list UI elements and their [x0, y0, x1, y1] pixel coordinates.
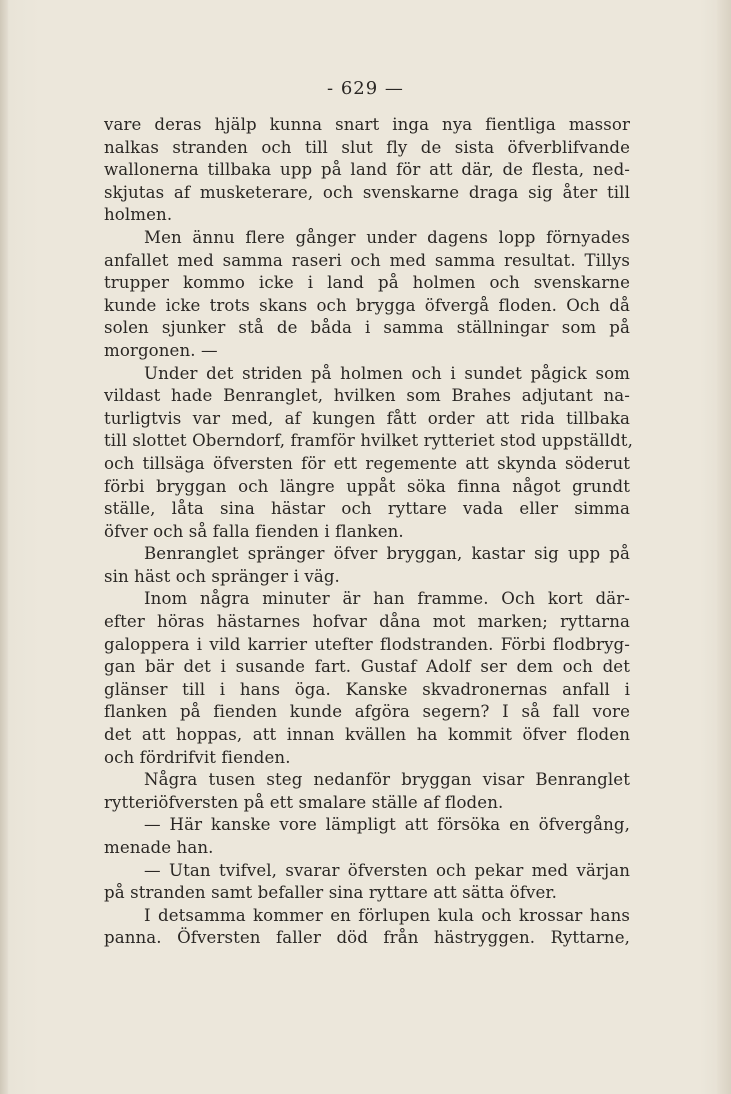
text-line: solen sjunker stå de båda i samma ställningar som på	[104, 318, 630, 338]
text-line: anfallet med samma raseri och med samma resultat. Tillys	[104, 250, 630, 270]
body-text	[104, 114, 633, 950]
text-line: Inom några minuter är han framme. Och kort där-	[144, 589, 630, 609]
text-line: Men ännu flere gånger under dagens lopp förnyades	[144, 227, 630, 247]
text-line: trupper kommo icke i land på holmen och svenskarne	[104, 273, 630, 293]
text-line: holmen.	[104, 205, 173, 225]
text-line: galoppera i vild karrier utefter flodstranden. Förbi flodbryg-	[104, 634, 630, 654]
text-line: skjutas af musketerare, och svenskarne draga sig åter till	[104, 182, 630, 202]
text-line: sin häst och spränger i väg.	[104, 566, 340, 586]
text-line: Benranglet spränger öfver bryggan, kastar sig upp på	[144, 544, 630, 564]
text-line: och tillsäga öfversten för ett regemente att skynda söderut	[104, 453, 630, 473]
text-line: ställe, låta sina hästar och ryttare vada eller simma	[104, 499, 630, 519]
text-line: flanken på fienden kunde afgöra segern? I så fall vore	[104, 702, 630, 722]
text-line: öfver och så falla fienden i flanken.	[104, 521, 404, 541]
text-line: glänser till i hans öga. Kanske skvadronernas anfall i	[104, 679, 630, 699]
text-line: I detsamma kommer en förlupen kula och krossar hans	[144, 905, 630, 925]
text-line: morgonen. —	[104, 340, 218, 360]
text-line: panna. Öfversten faller död från hästryggen. Ryttarne,	[104, 928, 630, 948]
text-line: gan bär det i susande fart. Gustaf Adolf ser dem och det	[104, 657, 630, 677]
text-line: vildast hade Benranglet, hvilken som Brahes adjutant na-	[104, 386, 630, 406]
text-line: — Här kanske vore lämpligt att försöka en öfvergång,	[144, 815, 630, 835]
text-line: rytteriöfversten på ett smalare ställe af floden.	[104, 792, 504, 812]
text-line: — Utan tvifvel, svarar öfversten och pekar med värjan	[144, 860, 630, 880]
page-number: - 629 —	[327, 78, 404, 99]
text-line: wallonerna tillbaka upp på land för att där, de flesta, ned-	[104, 160, 630, 180]
text-line: vare deras hjälp kunna snart inga nya fientliga massor	[104, 115, 630, 134]
text-line: och fördrifvit fienden.	[104, 747, 291, 767]
text-line: nalkas stranden och till slut fly de sista öfverblifvande	[104, 137, 630, 157]
text-line: på stranden samt befaller sina ryttare att sätta öfver.	[104, 883, 557, 903]
text-line: Några tusen steg nedanför bryggan visar Benranglet	[144, 770, 630, 790]
text-line: Under det striden på holmen och i sundet pågick som	[144, 363, 630, 383]
text-line: till slottet Oberndorf, framför hvilket rytteriet stod uppställdt,	[104, 431, 633, 451]
text-line: turligtvis var med, af kungen fått order att rida tillbaka	[104, 408, 630, 428]
text-line: det att hoppas, att innan kvällen ha kommit öfver floden	[104, 725, 630, 745]
page-right-edge	[717, 0, 731, 1094]
text-line: menade han.	[104, 838, 214, 857]
text-line: efter höras hästarnes hofvar dåna mot marken; ryttarna	[104, 612, 630, 632]
page-left-edge	[0, 0, 8, 1094]
text-line: kunde icke trots skans och brygga öfvergå floden. Och då	[104, 295, 630, 315]
text-line: förbi bryggan och längre uppåt söka finna något grundt	[104, 476, 630, 496]
